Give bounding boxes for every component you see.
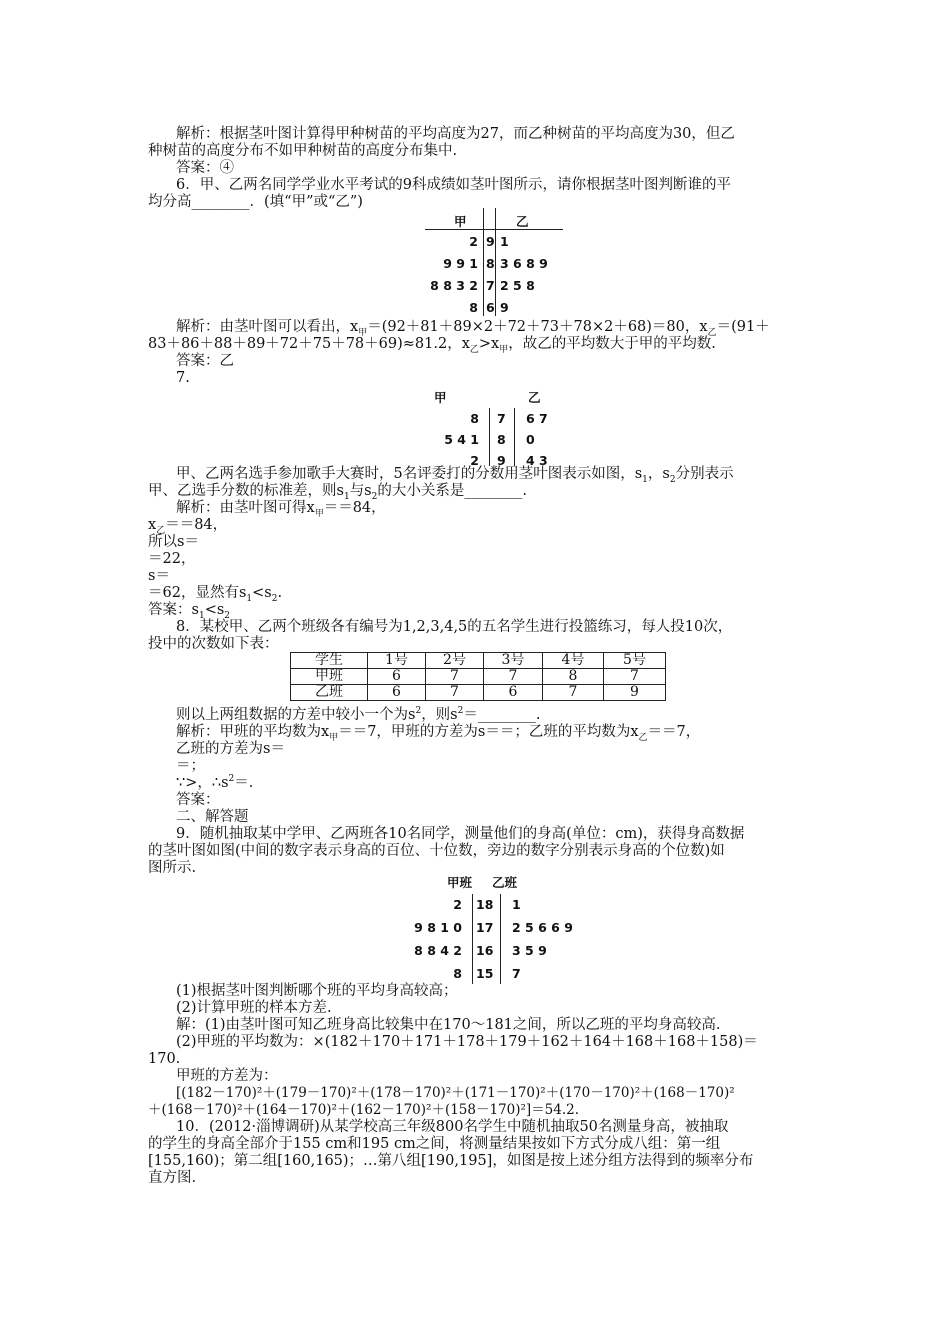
stem: 17 (476, 920, 494, 935)
text-line: 二、解答题 (176, 809, 249, 825)
stem: 18 (476, 897, 494, 912)
stem-leaf-plot-3 (370, 870, 630, 985)
table-cell: 7 (484, 669, 543, 685)
stem-left: 8 8 4 2 (414, 943, 462, 958)
text-line: 直方图. (148, 1170, 197, 1186)
stem-head-right: 乙班 (492, 875, 518, 890)
stem-right: 0 (526, 432, 535, 447)
stem: 9 (497, 453, 506, 468)
stem-right: 1 (512, 897, 521, 912)
table-header: 3号 (484, 653, 543, 669)
stem-right: 4 3 (526, 453, 548, 468)
text-line: 10．(2012·淄博调研)从某学校高三年级800名学生中随机抽取50名测量身高，被抽取 (176, 1119, 729, 1135)
stem-left: 9 9 1 (443, 256, 478, 271)
text-line: ∵>，$\therefore s^2=$. (176, 774, 254, 791)
text-line: 解析：甲班的平均数为$x_甲==7$，甲班的方差为s＝＝；乙班的平均数为$x_乙==7$， (176, 724, 701, 743)
table-cell: 6 (484, 685, 543, 701)
table-cell: 7 (426, 685, 484, 701)
text-line: ＋(168－170)²＋(164－170)²＋(162－170)²＋(158－170)²]＝54.2. (148, 1102, 580, 1118)
text-line: 解析：根据茎叶图计算得甲种树苗的平均高度为27，而乙种树苗的平均高度为30，但乙 (176, 126, 735, 142)
table-cell: 8 (543, 669, 604, 685)
text-line: [(182－170)²＋(179－170)²＋(178－170)²＋(171－170)²＋(170－170)²＋(168－170)² (176, 1085, 735, 1101)
stem-right: 1 (500, 234, 509, 249)
text-line: 9．随机抽取某中学甲、乙两班各10名同学，测量他们的身高(单位：cm)，获得身高数据 (176, 826, 745, 842)
table-cell: 6 (368, 685, 426, 701)
text-line: 6．甲、乙两名同学学业水平考试的9科成绩如茎叶图所示，请你根据茎叶图判断谁的平 (176, 177, 731, 193)
stem: 15 (476, 966, 494, 981)
text-line: 的茎叶图如图(中间的数字表示身高的百位、十位数，旁边的数字分别表示身高的个位数)如 (148, 843, 725, 859)
text-line: 均分高________．(填“甲”或“乙”) (148, 194, 363, 210)
table-header: 学生 (291, 653, 368, 669)
stem-right: 9 (500, 300, 509, 315)
stem-head-right: 乙 (528, 390, 541, 405)
stem-head-right: 乙 (516, 214, 529, 229)
text-line: 甲、乙选手分数的标准差，则$s_1$与$s_2$的大小关系是________. (148, 483, 527, 502)
table-header: 4号 (543, 653, 604, 669)
table-cell: 甲班 (291, 669, 368, 685)
table-row (291, 669, 666, 685)
table-row (291, 685, 666, 701)
text-line: 种树苗的高度分布不如甲种树苗的高度分布集中. (148, 143, 458, 159)
table-header-row (291, 653, 666, 669)
text-line: 甲班的方差为： (176, 1068, 278, 1084)
stem-head-left: 甲班 (447, 875, 473, 890)
text-line: 答案： (176, 792, 220, 808)
stem-right: 2 5 8 (500, 278, 535, 293)
table-cell: 7 (604, 669, 666, 685)
stem-left: 8 8 3 2 (430, 278, 478, 293)
text-line: (2)甲班的平均数为：×(182＋170＋171＋178＋179＋162＋164＋168＋168＋158)＝ (176, 1034, 758, 1050)
text-line: 图所示. (148, 860, 197, 876)
table-cell: 7 (426, 669, 484, 685)
text-line: ＝22， (148, 551, 196, 567)
text-line: 投中的次数如下表： (148, 636, 279, 652)
text-line: 答案：④ (176, 160, 234, 176)
table-header: 5号 (604, 653, 666, 669)
stem-right: 3 6 8 9 (500, 256, 548, 271)
text-line: 7. (176, 370, 190, 386)
table-cell: 6 (368, 669, 426, 685)
text-line: 8．某校甲、乙两个班级各有编号为1,2,3,4,5的五名学生进行投篮练习，每人投10次， (176, 619, 733, 635)
text-line: [155,160)；第二组[160,165)；…第八组[190,195]，如图是按上述分组方法得到的频率分布 (148, 1153, 754, 1169)
text-line: 则以上两组数据的方差中较小一个为$s^2$，则$s^2=\_\_\_\_\_\_\_\_$. (176, 706, 541, 723)
text-line: 甲、乙两名选手参加歌手大赛时，5名评委打的分数用茎叶图表示如图，$s_1$，$s_2$分别表示 (176, 466, 734, 485)
text-line: 解析：由茎叶图可以看出，$x_甲=(92+81+89\times 2+72+73+78\times 2+68)=80$，$x_乙=(91+$ (176, 319, 770, 338)
stem: 8 (497, 432, 506, 447)
text-line: 答案：$s_1<s_2$ (148, 602, 231, 621)
text-line: $x_乙==84$， (148, 517, 228, 536)
stem-right: 2 5 6 6 9 (512, 920, 573, 935)
text-line: (1)根据茎叶图判断哪个班的平均身高较高； (176, 983, 458, 999)
stem-left: 9 8 1 0 (414, 920, 462, 935)
text-line: 的学生的身高全部介于155 cm和195 cm之间，将测量结果按如下方式分成八组：第一组 (148, 1136, 721, 1152)
stem-right: 3 5 9 (512, 943, 547, 958)
text-line: ＝； (176, 758, 205, 774)
stem: 7 (486, 278, 495, 293)
stem-left: 2 (453, 897, 462, 912)
table-cell: 乙班 (291, 685, 368, 701)
stem-right: 7 (512, 966, 521, 981)
stem: 16 (476, 943, 494, 958)
stem-right: 6 7 (526, 411, 548, 426)
stem: 6 (486, 300, 495, 315)
text-line: 解：(1)由茎叶图可知乙班身高比较集中在170～181之间，所以乙班的平均身高较高. (176, 1017, 721, 1033)
table-header: 2号 (426, 653, 484, 669)
text-line: s＝ (148, 568, 170, 584)
text-line: 所以s＝ (148, 534, 199, 550)
stem-head-left: 甲 (454, 214, 467, 229)
stem-head-left: 甲 (434, 390, 447, 405)
stem-left: 8 (470, 411, 479, 426)
text-line: 解析：由茎叶图可得$x_甲==84$， (176, 500, 386, 519)
text-line: ＝62，显然有$s_1<s_2$. (148, 585, 283, 604)
stem-leaf-plot-2 (420, 384, 580, 468)
stem: 7 (497, 411, 506, 426)
text-line: 83＋86＋88＋89＋72＋75＋78＋69)≈81.2，$x_乙>x_甲$，故乙的平均数大于甲的平均数. (148, 336, 716, 355)
stem-left: 2 (469, 234, 478, 249)
text-line: (2)计算甲班的样本方差. (176, 1000, 332, 1016)
stem-left: 8 (469, 300, 478, 315)
stem-leaf-plot-1 (420, 208, 570, 318)
stem-left: 5 4 1 (444, 432, 479, 447)
stem: 8 (486, 256, 495, 271)
table-cell: 9 (604, 685, 666, 701)
table-header: 1号 (368, 653, 426, 669)
stem-left: 8 (453, 966, 462, 981)
stem-left: 2 (470, 453, 479, 468)
table-cell: 7 (543, 685, 604, 701)
text-line: 乙班的方差为s＝ (176, 741, 285, 757)
stem: 9 (486, 234, 495, 249)
text-line: 答案：乙 (176, 353, 234, 369)
text-line: 170. (148, 1051, 181, 1067)
score-table (290, 652, 666, 701)
